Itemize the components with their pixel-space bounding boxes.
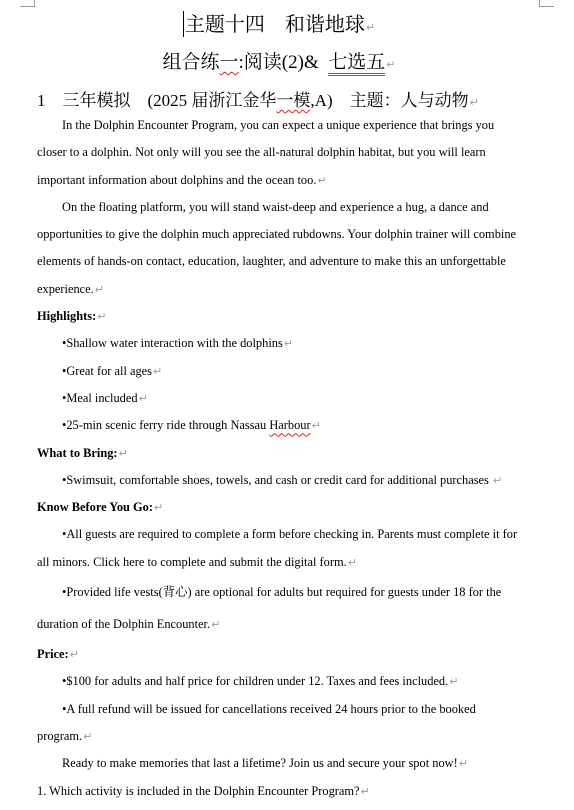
bring-heading: What to Bring:↵ (37, 445, 128, 460)
paragraph-closing: Ready to make memories that last a lifetime? Join us and secure your spot now!↵ (62, 756, 468, 771)
list-item: •A full refund will be issued for cancellations received 24 hours prior to the booked program.↵ (37, 701, 476, 743)
list-item: •$100 for adults and half price for children under 12. Taxes and fees included.↵ (62, 674, 459, 689)
grammar-flag: 七选五 (328, 52, 385, 76)
highlights-heading: Highlights:↵ (37, 309, 107, 324)
list-item: •25-min scenic ferry ride through Nassau Harbour↵ (62, 418, 321, 433)
list-item: •Meal included↵ (62, 390, 148, 405)
list-item: •Shallow water interaction with the dolphins↵ (62, 336, 294, 351)
page-corner-mark-left (20, 0, 35, 7)
passage-body (37, 112, 521, 805)
paragraph-mark: ↵ (365, 21, 376, 34)
paragraph-intro: In the Dolphin Encounter Program, you can expect a unique experience that brings you closer to a dolphin. Not only will you see the all-natural dolphin habitat, but you will learn important information about dolphins and the ocean too.↵ (37, 118, 495, 187)
list-item: •Swimsuit, comfortable shoes, towels, and cash or credit card for additional purchases ↵ (62, 472, 503, 487)
list-item: •Great for all ages↵ (62, 363, 163, 378)
question-1: 1. Which activity is included in the Dolphin Encounter Program?↵ (37, 783, 370, 798)
page-corner-mark-right (539, 0, 554, 7)
list-item: •All guests are required to complete a form before checking in. Parents must complete it for all minors. Click here to complete and submit the digital form.↵ (37, 527, 518, 569)
text-cursor (183, 11, 184, 37)
passage-heading: 1 三年模拟 (2025 届浙江金华一模,A) 主题：人与动物↵ (37, 91, 479, 110)
spell-flag: 一 (219, 52, 239, 73)
spell-flag: 一模 (276, 91, 311, 110)
paragraph-mark: ↵ (469, 96, 479, 109)
price-heading: Price:↵ (37, 647, 79, 662)
list-item: •Provided life vests(背心) are optional for adults but required for guests under 18 for the duration of the Dolphin Encounter.↵ (37, 585, 502, 632)
exercise-subtitle: 组合练一:阅读(2)& 七选五↵ (37, 47, 521, 74)
paragraph-mark: ↵ (386, 58, 396, 71)
know-heading: Know Before You Go:↵ (37, 500, 164, 515)
spell-flag: Harbour (269, 418, 311, 433)
paragraph-platform: On the floating platform, you will stand waist-deep and experience a hug, a dance and opportunities to give the dolphin much appreciated rubdowns. Your dolphin trainer will combine elements of hands-on contact, education, laughter, and adventure to make this an unforgettable experience.↵ (37, 199, 517, 296)
topic-title: 主题十四 和谐地球↵ (37, 8, 521, 37)
